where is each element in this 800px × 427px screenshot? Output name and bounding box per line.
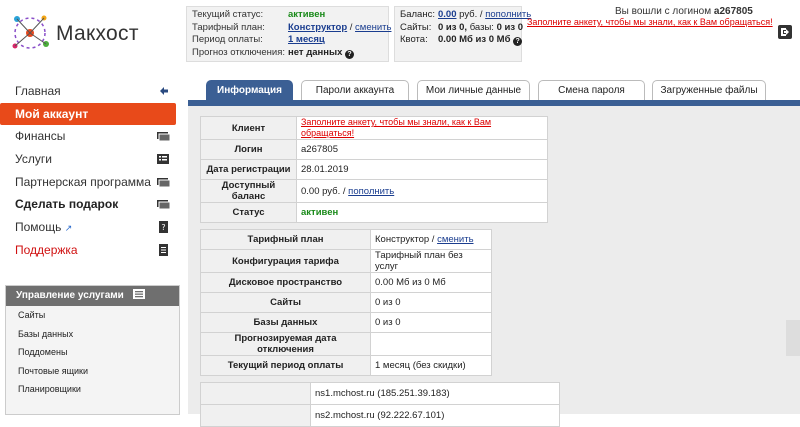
tab-bar (188, 80, 788, 100)
table-key: Дисковое пространство (201, 273, 371, 293)
sidebar-item-support[interactable] (0, 239, 180, 262)
table-value (371, 333, 492, 356)
account-status-box (186, 6, 392, 62)
table-key: Дата регистрации (201, 160, 297, 180)
table-value: a267805 (297, 140, 548, 160)
profile-warning-link[interactable]: Заполните анкету, чтобы мы знали, как к Вам обращаться! (527, 17, 773, 27)
logo-icon (8, 10, 52, 56)
main-content (188, 106, 800, 421)
help-icon[interactable]: ? (513, 37, 522, 46)
sidebar-item-label: Сделать подарок (15, 197, 119, 212)
login-prefix: Вы вошли с логином (615, 6, 712, 17)
logout-icon[interactable] (778, 25, 792, 39)
sidebar-item-label: Финансы (15, 129, 66, 144)
db-label: базы: (469, 21, 494, 33)
external-link-icon: ↗ (64, 223, 73, 234)
services-item-subdomains[interactable]: Поддомены (18, 347, 68, 357)
table-row (201, 333, 492, 356)
services-panel-header[interactable] (6, 286, 179, 306)
sidebar-item-gift[interactable] (0, 193, 180, 216)
money-icon (157, 198, 170, 210)
table-row (201, 356, 492, 376)
change-plan-link[interactable]: сменить (437, 234, 474, 245)
services-item-schedulers[interactable]: Планировщики (18, 384, 81, 394)
tab-info[interactable]: Информация (206, 80, 293, 100)
client-table (200, 116, 548, 223)
plan-sep: / (349, 21, 353, 33)
table-value: Тарифный план без услуг (371, 250, 492, 273)
sidebar-item-label: Главная (15, 84, 61, 98)
tab-change-password[interactable]: Смена пароля (538, 80, 645, 100)
plan-table (200, 229, 492, 376)
sidebar-item-label: Поддержка (15, 242, 78, 257)
sidebar-item-services[interactable] (0, 148, 180, 171)
plan-label: Тарифный план: (192, 21, 265, 33)
table-value: 0.00 руб. / (301, 185, 346, 197)
status-label: Текущий статус: (192, 9, 264, 20)
table-key: Прогнозируемая дата отключения (201, 333, 371, 356)
sites-label: Сайты: (400, 21, 432, 33)
list-icon (157, 153, 170, 165)
balance-label: Баланс: (400, 9, 435, 20)
table-row (201, 250, 492, 273)
period-label: Период оплаты: (192, 34, 263, 45)
status-value: активен (288, 9, 326, 20)
document-icon (157, 244, 170, 256)
sidebar-item-home[interactable] (0, 80, 180, 103)
sidebar-item-my-account[interactable] (0, 103, 176, 126)
sidebar (0, 80, 180, 262)
table-row (201, 230, 492, 250)
tab-personal-data[interactable]: Мои личные данные (417, 80, 530, 100)
services-item-sites[interactable]: Сайты (18, 310, 46, 320)
table-key: Тарифный план (201, 230, 371, 250)
period-link[interactable]: 1 месяц (288, 34, 325, 45)
money-icon (157, 130, 170, 142)
plan-link[interactable]: Конструктор (288, 21, 348, 33)
svg-text:?: ? (161, 223, 166, 233)
table-key (201, 405, 311, 427)
sidebar-item-label: Услуги (15, 152, 52, 167)
table-value: 0.00 Мб из 0 Мб (371, 273, 492, 293)
table-row (201, 180, 548, 203)
table-row (201, 405, 560, 427)
quota-label: Квота: (400, 34, 428, 45)
sites-value: 0 из 0, (438, 21, 468, 33)
profile-warning-link[interactable]: Заполните анкету, чтобы мы знали, как к Вам обращаться! (301, 117, 492, 138)
sidebar-item-partner[interactable] (0, 171, 180, 194)
table-key: Конфигурация тарифа (201, 250, 371, 273)
table-value: ns1.mchost.ru (185.251.39.183) (311, 383, 560, 405)
sidebar-item-label: Мой аккаунт (15, 106, 89, 121)
services-panel-title: Управление услугами (16, 290, 124, 301)
help-icon[interactable]: ? (345, 50, 354, 59)
table-value: ns2.mchost.ru (92.222.67.101) (311, 405, 560, 427)
table-key: Сайты (201, 293, 371, 313)
sidebar-item-label: Партнерская программа (15, 174, 151, 189)
table-key: Клиент (201, 117, 297, 140)
back-arrow-icon (157, 85, 170, 97)
table-row (201, 160, 548, 180)
table-row (201, 140, 548, 160)
services-item-mailboxes[interactable]: Почтовые ящики (18, 365, 89, 376)
table-row (201, 293, 492, 313)
table-row (201, 383, 560, 405)
table-key: Логин (201, 140, 297, 160)
balance-unit: руб. / (459, 9, 483, 20)
scrollbar[interactable] (786, 320, 800, 356)
table-row (201, 273, 492, 293)
nameservers-table (200, 382, 560, 427)
table-value: Конструктор / (375, 234, 435, 245)
table-key (201, 383, 311, 405)
login-name: a267805 (713, 6, 753, 17)
balance-value[interactable]: 0.00 (438, 9, 457, 20)
table-row (201, 313, 492, 333)
forecast-label: Прогноз отключения: (192, 46, 285, 58)
table-key: Базы данных (201, 313, 371, 333)
table-value: 28.01.2019 (297, 160, 548, 180)
money-icon (157, 176, 170, 188)
table-key: Статус (201, 203, 297, 223)
logo[interactable] (8, 10, 178, 60)
topup-link[interactable]: пополнить (348, 185, 395, 197)
topup-link[interactable]: пополнить (485, 9, 532, 20)
table-row (201, 117, 548, 140)
services-item-databases[interactable]: Базы данных (18, 328, 74, 339)
balance-box (394, 6, 532, 62)
tab-account-passwords[interactable]: Пароли аккаунта (301, 80, 409, 100)
status-value: активен (297, 203, 548, 223)
tab-uploaded-files[interactable]: Загруженные файлы (652, 80, 766, 100)
table-value: 0 из 0 (371, 293, 492, 313)
list-icon (133, 289, 145, 299)
sidebar-item-label: Помощь (15, 220, 62, 235)
table-key: Доступный баланс (201, 180, 297, 203)
forecast-value: нет данных (288, 46, 343, 58)
change-plan-link[interactable]: сменить (355, 21, 392, 33)
question-book-icon (157, 221, 170, 233)
table-value: 0 из 0 (371, 313, 492, 333)
sidebar-item-finance[interactable] (0, 125, 180, 148)
table-row (201, 203, 548, 223)
table-value: 1 месяц (без скидки) (371, 356, 492, 376)
sidebar-item-help[interactable] (0, 216, 180, 239)
quota-value: 0.00 Мб из 0 Мб (438, 34, 511, 45)
table-key: Текущий период оплаты (201, 356, 371, 376)
logo-text: Макхост (56, 22, 139, 45)
services-panel (5, 285, 180, 415)
login-info (615, 6, 753, 17)
db-value: 0 из 0 (496, 21, 523, 33)
